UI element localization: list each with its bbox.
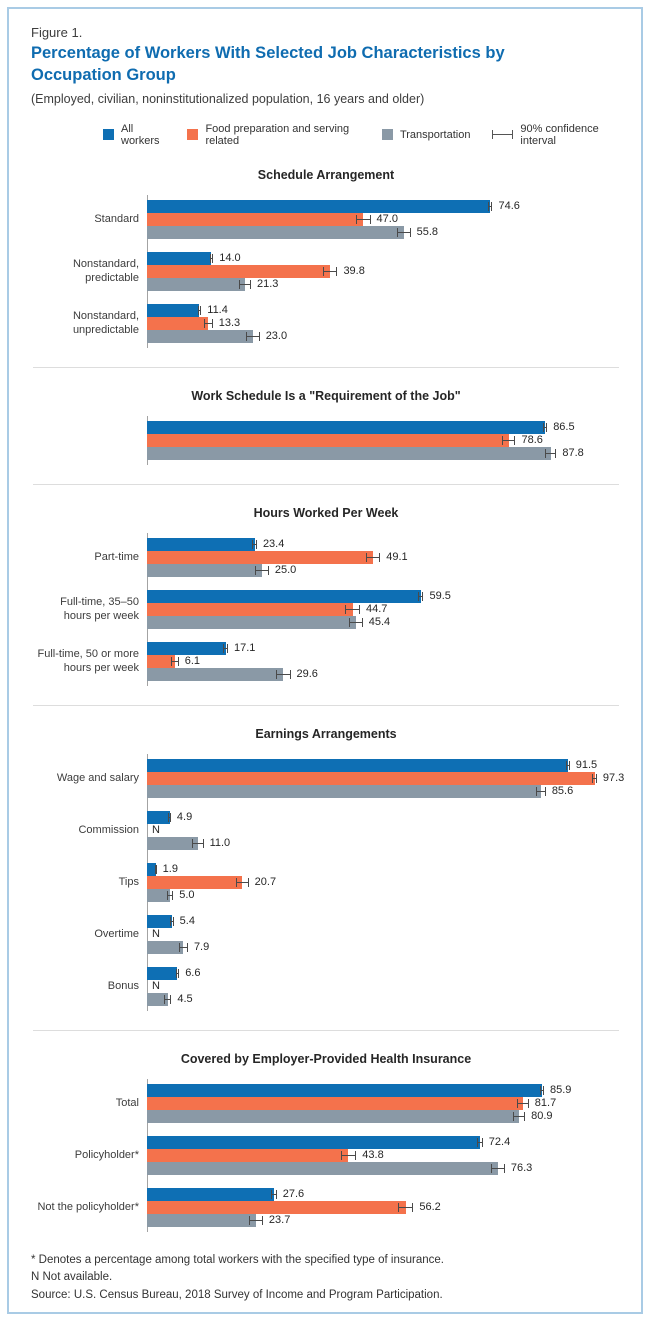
panel-divider [33, 1030, 619, 1031]
bar-row [147, 811, 621, 824]
value-label: 78.6 [521, 433, 543, 446]
error-bar [252, 540, 257, 549]
error-bar [168, 813, 171, 822]
bar-all-workers [147, 811, 170, 824]
bar-rows [147, 1188, 621, 1227]
bar-food-preparation-and-serving-related [147, 1201, 406, 1214]
footnotes [31, 1252, 621, 1305]
panel-title: Schedule Arrangement [257, 167, 395, 182]
bar-transportation [147, 564, 262, 577]
category-label: Full-time, 35–50 hours per week [60, 595, 139, 623]
category-label: Overtime [94, 927, 139, 940]
bar-group [31, 642, 621, 681]
panel-title: Work Schedule Is a "Requirement of the Job" [191, 388, 461, 403]
value-label: 47.0 [376, 212, 398, 225]
bar-all-workers [147, 1188, 274, 1201]
bar-rows [147, 590, 621, 629]
figure-frame [7, 7, 643, 1314]
error-bar [566, 761, 570, 770]
footnote-asterisk: * Denotes a percentage among total workers with the specified type of insurance. [31, 1253, 444, 1266]
value-label: 49.1 [386, 550, 408, 563]
bar-group [31, 811, 621, 850]
bar-rows [147, 200, 621, 239]
panel-divider [33, 705, 619, 706]
error-bar [323, 267, 338, 276]
bar-all-workers [147, 915, 172, 928]
value-label: 6.6 [185, 966, 201, 979]
bar-group [31, 590, 621, 629]
category-label: Part-time [94, 550, 139, 563]
bar-row [147, 915, 621, 928]
error-bar [155, 865, 157, 874]
category-label: Nonstandard, unpredictable [72, 309, 139, 337]
bar-rows [147, 967, 621, 1006]
not-available-label: N [152, 927, 160, 940]
bar-transportation [147, 278, 245, 291]
bar-row [147, 1188, 621, 1201]
chart-panel [31, 168, 621, 348]
panel-divider [33, 484, 619, 485]
bar-row [147, 876, 621, 889]
legend-label: Transportation [399, 128, 471, 141]
legend-swatch-icon [103, 129, 114, 140]
bar-group [31, 200, 621, 239]
not-available-label: N [152, 823, 160, 836]
error-bar [345, 605, 360, 614]
bar-rows [147, 915, 621, 954]
error-bar [488, 202, 493, 211]
error-bar [236, 878, 249, 887]
value-label: 11.0 [209, 836, 231, 849]
value-label: 72.4 [488, 1135, 511, 1148]
bar-all-workers [147, 421, 545, 434]
value-label: 29.6 [296, 667, 318, 680]
value-label: 86.5 [553, 420, 575, 433]
bar-row [147, 330, 621, 343]
bar-group [31, 915, 621, 954]
footnote-not-available: N Not available. [31, 1271, 113, 1284]
bar-group [31, 863, 621, 902]
bar-row [147, 980, 621, 993]
legend-item [492, 123, 621, 147]
bar-group [31, 538, 621, 577]
bar-row [147, 434, 621, 447]
bar-row [147, 655, 621, 668]
panel-chart-area [31, 533, 621, 686]
error-bar [239, 280, 251, 289]
legend-swatch-icon [187, 129, 198, 140]
not-available-label: N [152, 979, 160, 992]
bar-row [147, 1136, 621, 1149]
error-bar [176, 969, 180, 978]
bar-row [147, 564, 621, 577]
bar-all-workers [147, 1136, 480, 1149]
bar-row [147, 759, 621, 772]
value-label: 7.9 [193, 940, 210, 953]
error-bar [545, 449, 556, 458]
bar-row [147, 421, 621, 434]
figure-title: Percentage of Workers With Selected Job Characteristics by Occupation Group [31, 44, 505, 84]
bar-row [147, 213, 621, 226]
error-bar [170, 917, 174, 926]
bar-row [147, 317, 621, 330]
panel-title: Earnings Arrangements [255, 726, 397, 741]
bar-food-preparation-and-serving-related [147, 317, 208, 330]
value-label: 56.2 [419, 1200, 441, 1213]
category-label: Policyholder* [74, 1148, 139, 1161]
bar-rows [147, 863, 621, 902]
bar-all-workers [147, 590, 421, 603]
value-label: 4.5 [177, 992, 193, 1005]
category-label: Commission [78, 823, 139, 836]
bar-rows [147, 1136, 621, 1175]
error-bar [517, 1099, 529, 1108]
error-bar [592, 774, 597, 783]
bar-row [147, 941, 621, 954]
value-label: 11.4 [207, 303, 228, 316]
value-label: 80.9 [531, 1109, 553, 1122]
error-bar [540, 1086, 544, 1095]
panel-chart-area [31, 1079, 621, 1232]
value-label: 85.9 [549, 1083, 572, 1096]
bar-row [147, 967, 621, 980]
error-bar [536, 787, 546, 796]
bar-transportation [147, 837, 198, 850]
value-label: 5.4 [179, 914, 195, 927]
value-label: 43.8 [362, 1148, 384, 1161]
error-bar [477, 1138, 483, 1147]
bar-row [147, 447, 621, 460]
bar-all-workers [147, 200, 490, 213]
error-bar [398, 1203, 414, 1212]
error-bar [167, 891, 173, 900]
bar-transportation [147, 616, 356, 629]
panel-chart-area [31, 754, 625, 1011]
bar-group [31, 252, 621, 291]
category-label: Not the policyholder* [37, 1200, 139, 1213]
panel-chart-area [31, 416, 621, 465]
bar-row [147, 824, 621, 837]
bar-food-preparation-and-serving-related [147, 265, 330, 278]
bar-all-workers [147, 967, 177, 980]
value-label: 6.1 [184, 654, 201, 667]
bar-all-workers [147, 1084, 542, 1097]
bar-rows [147, 252, 621, 291]
error-bar [543, 423, 548, 432]
error-bar [204, 319, 213, 328]
legend-item [382, 129, 471, 141]
bar-rows [147, 758, 625, 798]
bar-row [147, 603, 621, 616]
legend-item [187, 123, 360, 147]
category-label: Tips [118, 875, 139, 888]
chart-panels [31, 167, 625, 1232]
bar-row [147, 551, 621, 564]
panel-title: Hours Worked Per Week [253, 505, 399, 520]
value-label: 21.3 [256, 277, 279, 290]
bar-row [147, 1084, 621, 1097]
bar-row [147, 642, 621, 655]
bar-row [147, 863, 621, 876]
value-label: 87.8 [562, 446, 584, 459]
bar-row [147, 278, 621, 291]
bar-row [147, 252, 621, 265]
category-label: Standard [94, 212, 139, 225]
bar-row [147, 538, 621, 551]
bar-transportation [147, 1110, 519, 1123]
legend-label: All workers [121, 122, 160, 147]
error-bar [179, 943, 188, 952]
bar-row [147, 1162, 621, 1175]
figure-label: Figure 1. [31, 25, 83, 40]
bar-food-preparation-and-serving-related [147, 876, 242, 889]
bar-group [31, 967, 621, 1006]
bar-group [31, 304, 621, 343]
value-label: 81.7 [534, 1096, 557, 1109]
bar-row [147, 993, 621, 1006]
value-label: 91.5 [575, 758, 598, 771]
error-bar [397, 228, 411, 237]
error-bar [341, 1151, 357, 1160]
value-label: 39.8 [343, 264, 365, 277]
error-bar [418, 592, 424, 601]
bar-transportation [147, 226, 404, 239]
category-label: Bonus [107, 979, 139, 992]
error-bar [192, 839, 204, 848]
category-label [31, 421, 147, 460]
error-bar [502, 436, 516, 445]
error-bar [513, 1112, 525, 1121]
value-label: 23.4 [262, 537, 285, 550]
bar-food-preparation-and-serving-related [147, 551, 373, 564]
footnote-source: Source: U.S. Census Bureau, 2018 Survey of Income and Program Participation. [31, 1289, 443, 1302]
value-label: 27.6 [282, 1187, 305, 1200]
bar-transportation [147, 668, 283, 681]
bar-row [147, 668, 621, 681]
value-label: 25.0 [274, 563, 297, 576]
legend-swatch-icon [382, 129, 393, 140]
bar-food-preparation-and-serving-related [147, 603, 353, 616]
bar-row [147, 785, 621, 798]
bar-rows [147, 304, 621, 343]
panel-divider [33, 367, 619, 368]
category-label: Full-time, 50 or more hours per week [37, 647, 139, 675]
bar-all-workers [147, 252, 211, 265]
value-label: 23.7 [268, 1213, 291, 1226]
value-label: 44.7 [365, 602, 388, 615]
value-label: 97.3 [602, 771, 625, 784]
bar-food-preparation-and-serving-related [147, 772, 595, 785]
bar-transportation [147, 785, 541, 798]
bar-food-preparation-and-serving-related [147, 1149, 348, 1162]
bar-all-workers [147, 759, 568, 772]
bar-row [147, 771, 625, 785]
bar-row [147, 590, 621, 603]
bar-group [31, 1084, 621, 1123]
bar-row [147, 928, 621, 941]
legend [103, 123, 621, 147]
chart-panel [31, 389, 621, 465]
bar-group [31, 1136, 621, 1175]
bar-transportation [147, 330, 253, 343]
value-label: 14.0 [219, 251, 241, 264]
error-bar [366, 553, 381, 562]
value-label: 55.8 [416, 225, 438, 238]
bar-food-preparation-and-serving-related [147, 434, 509, 447]
error-bar [171, 657, 178, 666]
bar-all-workers [147, 304, 199, 317]
bar-group [31, 1188, 621, 1227]
bar-row [147, 1110, 621, 1123]
bar-row [147, 304, 621, 317]
error-bar [210, 254, 214, 263]
bar-row [147, 889, 621, 902]
error-bar [164, 995, 171, 1004]
bar-rows [147, 1084, 621, 1123]
value-label: 23.0 [265, 329, 288, 342]
error-bar [198, 306, 202, 315]
value-label: 76.3 [510, 1161, 533, 1174]
bar-row [147, 616, 621, 629]
figure-subtitle: (Employed, civilian, noninstitutionalized population, 16 years and older) [31, 91, 425, 106]
error-bar [491, 1164, 505, 1173]
value-label: 20.7 [254, 875, 277, 888]
chart-panel [31, 506, 621, 686]
bar-transportation [147, 447, 551, 460]
bar-food-preparation-and-serving-related [147, 1097, 523, 1110]
bar-all-workers [147, 642, 226, 655]
error-bar [349, 618, 363, 627]
value-label: 1.9 [162, 862, 178, 875]
bar-row [147, 837, 621, 850]
error-bar [223, 644, 228, 653]
value-label: 4.9 [176, 810, 193, 823]
bar-rows [147, 811, 621, 850]
legend-item [103, 123, 165, 147]
bar-row [147, 1201, 621, 1214]
bar-transportation [147, 1162, 498, 1175]
error-bar [271, 1190, 277, 1199]
bar-row [147, 226, 621, 239]
confidence-interval-icon [492, 130, 513, 139]
category-label: Nonstandard, predictable [72, 257, 139, 285]
bar-row [147, 265, 621, 278]
bar-row [147, 200, 621, 213]
bar-food-preparation-and-serving-related [147, 213, 363, 226]
error-bar [276, 670, 291, 679]
panel-chart-area [31, 195, 621, 348]
value-label: 17.1 [233, 641, 256, 654]
error-bar [249, 1216, 263, 1225]
chart-panel [31, 1052, 621, 1232]
bar-group [31, 758, 625, 798]
bar-group [31, 421, 621, 460]
category-label: Total [115, 1096, 139, 1109]
chart-panel [31, 726, 625, 1011]
error-bar [246, 332, 260, 341]
value-label: 74.6 [498, 199, 520, 212]
bar-row [147, 1214, 621, 1227]
bar-rows [147, 642, 621, 681]
value-label: 85.6 [551, 784, 574, 797]
value-label: 13.3 [218, 316, 241, 329]
error-bar [255, 566, 269, 575]
bar-all-workers [147, 538, 255, 551]
value-label: 5.0 [179, 888, 195, 901]
bar-rows [147, 421, 621, 460]
bar-row [147, 1149, 621, 1162]
bar-row [147, 1097, 621, 1110]
panel-title: Covered by Employer-Provided Health Insurance [180, 1051, 472, 1066]
value-label: 59.5 [429, 589, 451, 602]
category-label: Wage and salary [56, 771, 139, 784]
legend-label: Food preparation and serving related [205, 122, 350, 147]
bar-rows [147, 538, 621, 577]
bar-transportation [147, 1214, 256, 1227]
legend-label: 90% confidence interval [520, 122, 599, 147]
value-label: 45.4 [368, 615, 391, 628]
error-bar [356, 215, 371, 224]
